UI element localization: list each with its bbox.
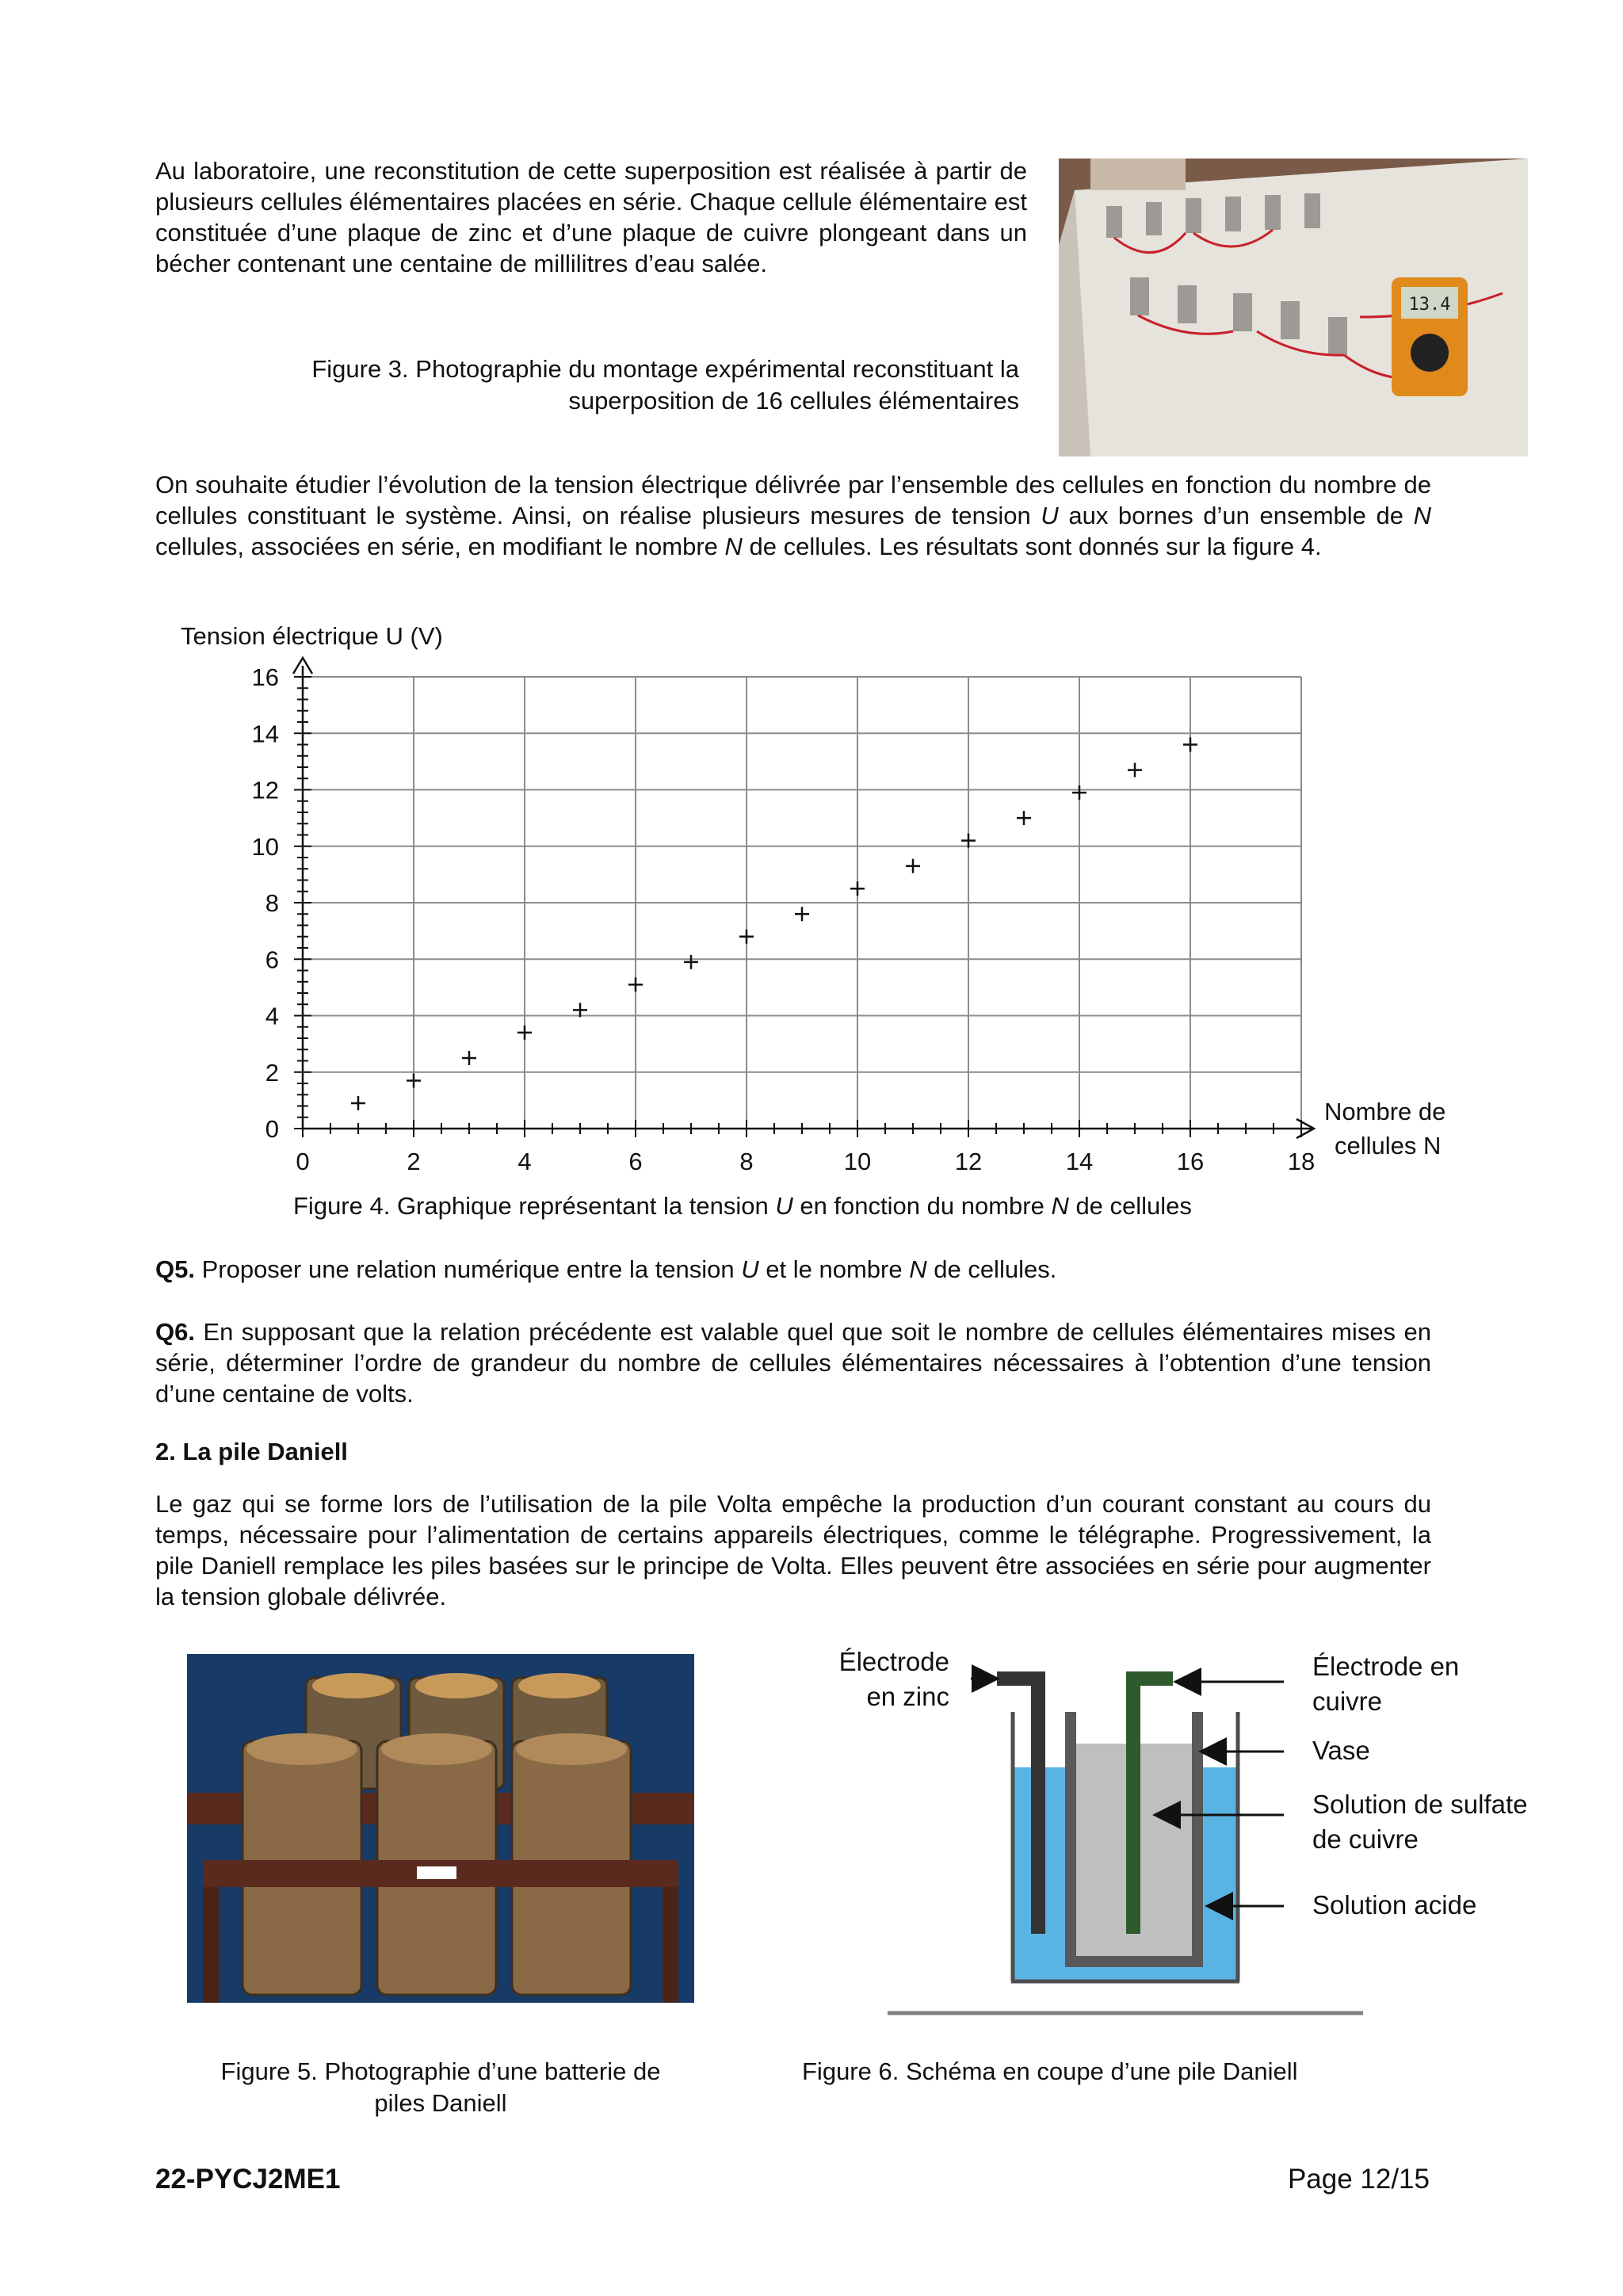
y-tick-label: 16 xyxy=(251,663,279,691)
x-tick-label: 2 xyxy=(407,1148,421,1175)
figure5-photo xyxy=(187,1654,694,2003)
data-point xyxy=(795,907,809,921)
question-q6: Q6. En supposant que la relation précédente est valable quel que soit le nombre de cellules élémentaires mises en série, déterminer l’ordre de grandeur du nombre de cellules élémentaires nécessaires à l’obtention d’une tension d’une centaine de volts. xyxy=(155,1318,1431,1408)
data-point xyxy=(739,930,754,944)
figure6-diagram xyxy=(824,1641,1569,2037)
y-tick-label: 12 xyxy=(251,776,279,804)
label-copper-line2: cuivre xyxy=(1312,1687,1383,1716)
x-tick-label: 14 xyxy=(1065,1148,1094,1175)
study-paragraph: On souhaite étudier l’évolution de la tension électrique délivrée par l’ensemble des cellules en fonction du nombre de cellules constituant le système. Ainsi, on réalise plusieurs mesures de tension U aux bornes d’un ensemble de N cellules, associées en série, en modifiant le nombre N de cellules. Les résultats sont donnés sur la figure 4. xyxy=(155,471,1431,560)
figure5-caption xyxy=(187,2056,694,2119)
chart-y-axis-label: Tension électrique U (V) xyxy=(181,622,443,650)
label-sulfate-line2: de cuivre xyxy=(1312,1824,1419,1854)
intro-paragraph: Au laboratoire, une reconstitution de cette superposition est réalisée à partir de plusieurs cellules élémentaires placées en série. Chaque cellule élémentaire est constituée d’une plaque de zinc et d’une plaque de cuivre plongeant dans un bécher contenant une centaine de millilitres d’eau salée. xyxy=(155,157,1027,277)
x-tick-label: 10 xyxy=(843,1148,872,1175)
x-tick-label: 16 xyxy=(1176,1148,1205,1175)
figure3-caption-line2: superposition de 16 cellules élémentaires xyxy=(568,387,1019,415)
figure4-chart xyxy=(155,615,1503,1233)
data-point xyxy=(906,859,920,873)
figure3-caption-line1: Figure 3. Photographie du montage expérimental reconstituant la xyxy=(311,355,1019,383)
y-tick-label: 6 xyxy=(265,946,279,974)
x-tick-label: 12 xyxy=(954,1148,983,1175)
x-tick-label: 4 xyxy=(517,1148,532,1175)
data-point xyxy=(517,1026,532,1040)
data-point xyxy=(462,1051,476,1065)
label-acid: Solution acide xyxy=(1312,1890,1477,1920)
chart-grid xyxy=(303,677,1301,1129)
data-point xyxy=(1017,811,1031,825)
figure5-caption-line2: piles Daniell xyxy=(374,2089,507,2117)
chart-points xyxy=(351,738,1197,1110)
section2-heading: 2. La pile Daniell xyxy=(155,1438,348,1465)
figure6-caption: Figure 6. Schéma en coupe d’une pile Daniell xyxy=(802,2057,1298,2085)
label-zinc-line1: Électrode xyxy=(838,1647,949,1676)
figure4-caption: Figure 4. Graphique représentant la tension U en fonction du nombre N de cellules xyxy=(293,1192,1192,1220)
data-point xyxy=(850,881,865,896)
lab-setup-illustration xyxy=(1059,159,1528,457)
label-sulfate-line1: Solution de sulfate xyxy=(1312,1790,1528,1819)
y-tick-label: 14 xyxy=(251,720,279,748)
chart-tick-labels xyxy=(252,663,1316,1175)
figure3-caption xyxy=(155,353,1019,417)
study-var-n-2: N xyxy=(724,533,743,560)
x-tick-label: 6 xyxy=(628,1148,643,1175)
data-point xyxy=(407,1073,421,1087)
data-point xyxy=(1183,738,1197,752)
y-tick-label: 0 xyxy=(265,1115,279,1143)
y-tick-label: 4 xyxy=(265,1002,279,1030)
label-vase: Vase xyxy=(1312,1736,1370,1765)
x-tick-label: 18 xyxy=(1287,1148,1316,1175)
data-point xyxy=(351,1096,365,1110)
x-tick-label: 0 xyxy=(296,1148,310,1175)
data-point xyxy=(1072,785,1086,800)
chart-ticks xyxy=(293,658,1314,1138)
figure3-photo xyxy=(1059,159,1528,457)
chart-x-axis-label-line1: Nombre de xyxy=(1324,1098,1446,1125)
x-tick-label: 8 xyxy=(739,1148,754,1175)
daniell-battery-illustration xyxy=(187,1654,694,2003)
footer-page-number: Page 12/15 xyxy=(1287,2164,1430,2195)
section2-paragraph: Le gaz qui se forme lors de l’utilisation de la pile Volta empêche la production d’un courant constant au cours du temps, nécessaire pour l’alimentation de certains appareils électriques, comme le télégraphe. Progressivement, la pile Daniell remplace les piles basées sur le principe de Volta. Elles peuvent être associées en série pour augmenter la tension globale délivrée. xyxy=(155,1490,1431,1610)
figure5-caption-line1: Figure 5. Photographie d’une batterie de xyxy=(220,2057,661,2085)
data-point xyxy=(628,977,643,991)
question-q5: Q5. Proposer une relation numérique entre la tension U et le nombre N de cellules. xyxy=(155,1255,1057,1283)
y-tick-label: 10 xyxy=(251,832,279,861)
label-copper-line1: Électrode en xyxy=(1312,1652,1460,1681)
chart-x-axis-label-line2: cellules N xyxy=(1335,1132,1442,1159)
footer-code: 22-PYCJ2ME1 xyxy=(155,2164,341,2195)
data-point xyxy=(1128,763,1142,777)
y-tick-label: 8 xyxy=(265,889,279,917)
y-tick-label: 2 xyxy=(265,1058,279,1087)
data-point xyxy=(684,955,698,969)
multimeter-reading: 13.4 xyxy=(1408,295,1451,315)
label-zinc-line2: en zinc xyxy=(866,1682,949,1711)
